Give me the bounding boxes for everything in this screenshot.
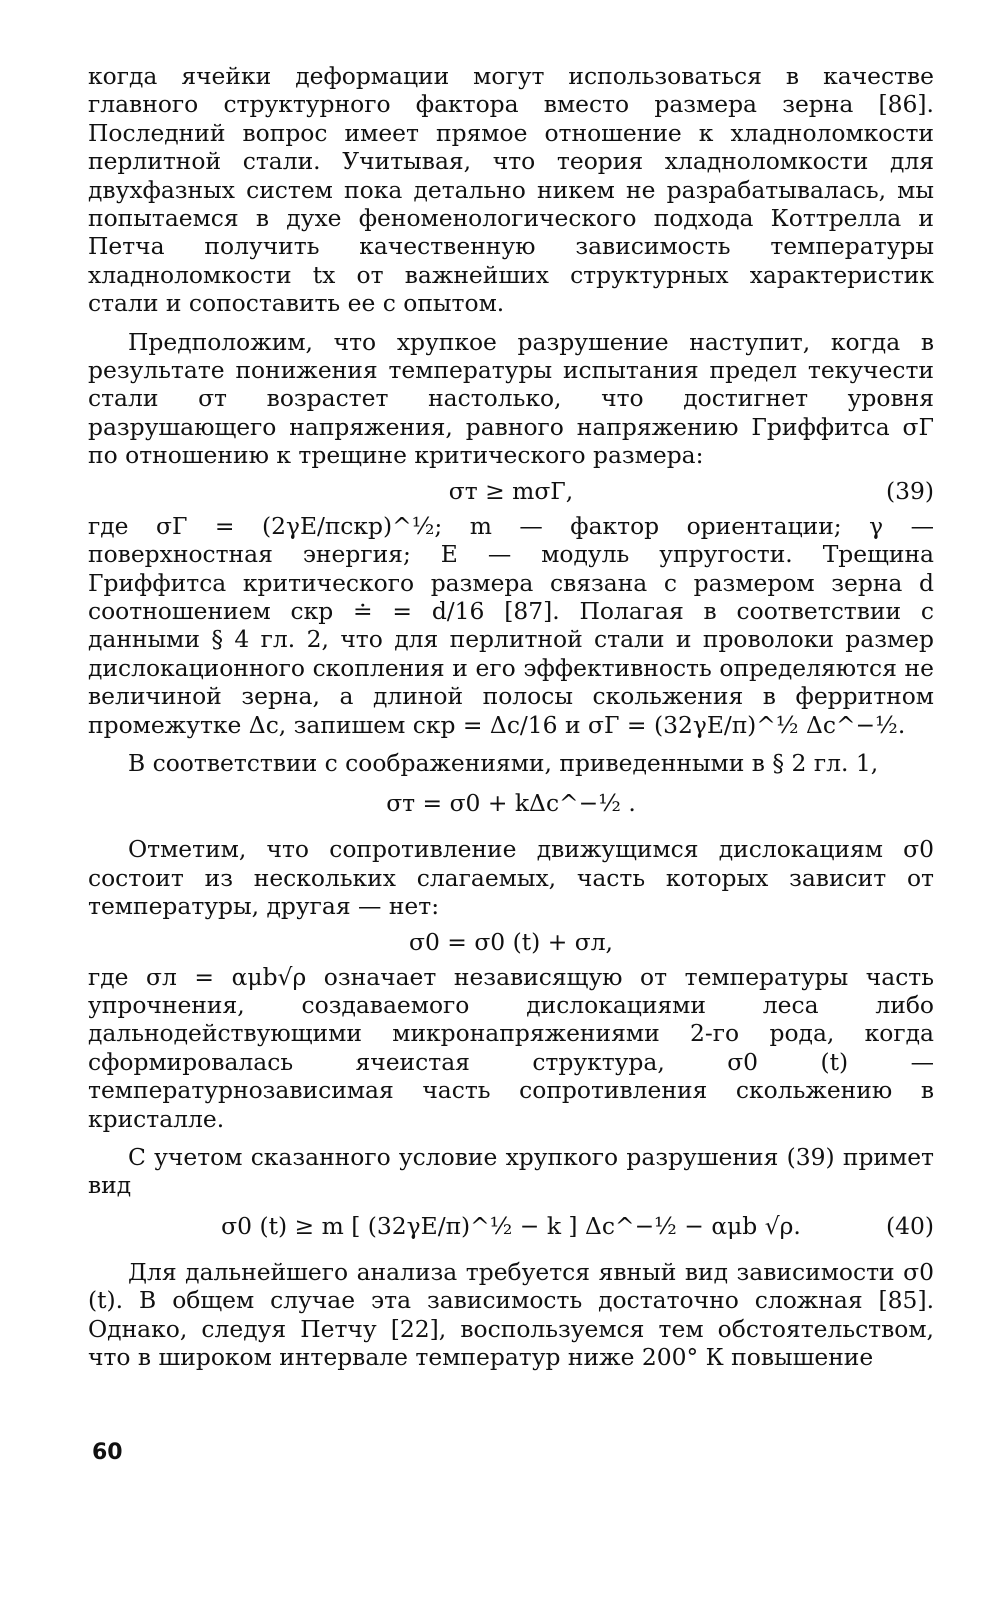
paragraph: С учетом сказанного условие хрупкого разрушения (39) примет вид [88, 1143, 934, 1200]
equation-yield-stress [88, 781, 934, 825]
paragraph: где σл = αμb√ρ означает независящую от температуры часть упрочнения, создаваемого дислокациями леса либо дальнодействующими микронапряжениями 2-го рода, когда сформировалась ячеистая структура, σ0 (t) — температурнозависимая часть сопротивления скольжению в кристалле. [88, 962, 934, 1133]
equation-text: σ0 (t) ≥ m [ (32γE/π)^½ − k ] Δc^−½ − αμb √ρ. [221, 1211, 801, 1240]
equation-39 [88, 474, 934, 508]
paragraph: Отметим, что сопротивление движущимся дислокациям σ0 состоит из нескольких слагаемых, часть которых зависит от температуры, другая — нет: [88, 835, 934, 921]
paragraph: В соответствии с соображениями, приведенными в § 2 гл. 1, [128, 748, 879, 777]
page-body [88, 62, 934, 1371]
equation-number: (39) [885, 476, 934, 505]
paragraph: где σГ = (2γE/πcкр)^½; m — фактор ориентации; γ — поверхностная энергия; E — модуль упругости. Трещина Гриффитса критического размера связана с размером зерна d соотношением cкр ≐ = d/16 [87]. Полагая в соответствии с данными § 4 гл. 2, что для перлитной стали и проволоки размер дислокационного скопления и его эффективность определяются не величиной зерна, а длиной полосы скольжения в ферритном промежутке Δc, запишем cкр = Δc/16 и σГ = (32γE/π)^½ Δc^−½. [88, 511, 934, 739]
paragraph: Для дальнейшего анализа требуется явный вид зависимости σ0 (t). В общем случае эта зависимость достаточно сложная [85]. Однако, следуя Петчу [22], воспользуемся тем обстоятельством, что в широком интервале температур ниже 200° К повышение [88, 1257, 934, 1372]
equation-text: σт ≥ mσГ, [448, 476, 574, 505]
paragraph: Предположим, что хрупкое разрушение наступит, когда в результате понижения температуры испытания предел текучести стали σт возрастет настолько, что достигнет уровня разрушающего напряжения, равного напряжению Гриффитса σГ по отношению к трещине критического размера: [88, 327, 934, 470]
paragraph: когда ячейки деформации могут использоваться в качестве главного структурного фактора вместо размера зерна [86]. Последний вопрос имеет прямое отношение к хладноломкости перлитной стали. Учитывая, что теория хладноломкости для двухфазных систем пока детально никем не разрабатывалась, мы попытаемся в духе феноменологического подхода Коттрелла и Петча получить качественную зависимость температуры хладноломкости tх от важнейших структурных характеристик стали и сопоставить ее с опытом. [88, 62, 934, 318]
page-number: 60 [92, 1440, 123, 1465]
equation-number: (40) [885, 1211, 934, 1240]
equation-40 [88, 1204, 934, 1248]
equation-text: σ0 = σ0 (t) + σл, [409, 927, 613, 956]
equation-text: σт = σ0 + kΔc^−½ . [386, 789, 636, 818]
equation-sigma0 [88, 925, 934, 959]
